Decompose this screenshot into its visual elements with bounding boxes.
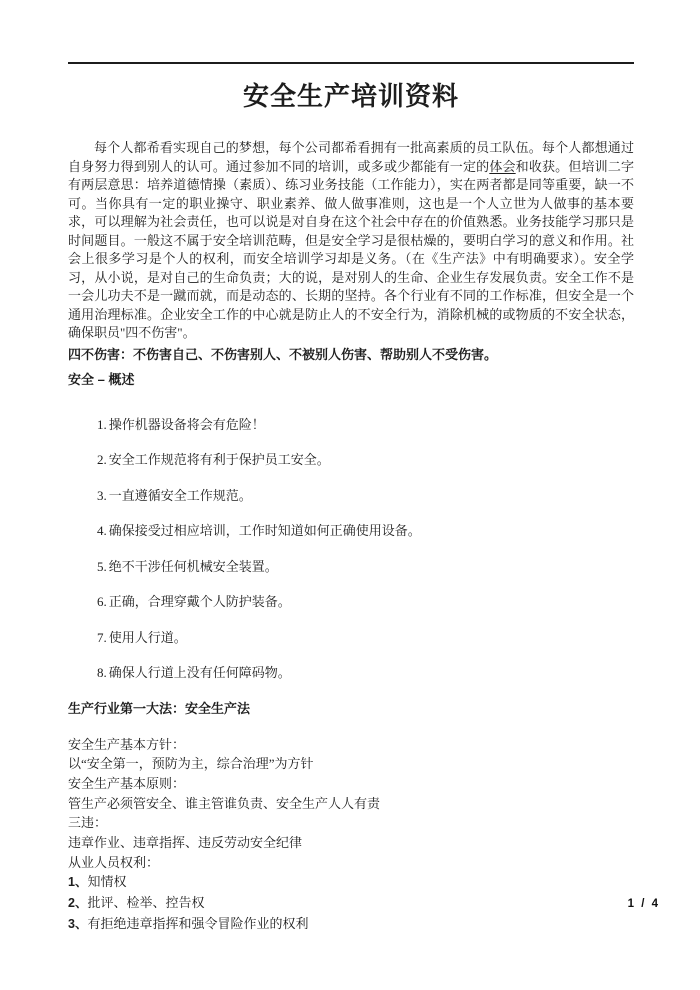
list-item-number: 5.: [97, 558, 107, 574]
list-item: [68, 487, 634, 506]
rights-item-text: 批评、检举、控告权: [87, 895, 205, 911]
law-line: 管生产必须管安全、谁主管谁负责、安全生产人人有责: [68, 795, 381, 811]
intro-underlined-word: 体会: [489, 158, 516, 174]
intro-text-part1: 每个人都希看实现自己的梦想，每个公司都希看拥有一批高素质的员工队伍。每个人都想通过自身努力得到别人的认可。通过参加不同的培训，或多或少都能有一定的: [68, 140, 634, 174]
law-line: 以“安全第一，预防为主，综合治理”为方针: [68, 756, 314, 772]
list-item-number: 1.: [97, 416, 107, 432]
list-item-number: 3.: [97, 487, 107, 503]
list-item: [68, 416, 634, 435]
law-line: 安全生产基本方针：: [68, 736, 186, 752]
intro-text-part2: 和收获。但培训二字有两层意思：培养道德情操（素质）、练习业务技能（工作能力），实在两者都是同等重要，缺一不可。当你具有一定的职业操守、职业素养、做人做事准则，这也是一个人立世为人做事的基本要求，可以理解为社会责任，也可以说是对自身在这个社会中存在的价值熟悉。业务技能学习那只是时间题目。一般这不属于安全培训范畴，但是安全学习是很枯燥的，要明白学习的意义和作用。社会上很多学习是个人的权利，而安全培训学习却是义务。（在《生产法》中有明确要求）。安全学习，从小说，是对自己的生命负责；大的说，是对别人的生命、企业生存发展负责。安全工作不是一会儿功夫不是一蹴而就，而是动态的、长期的坚持。各个行业有不同的工作标准，但安全是一个通用治理标准。企业安全工作的中心就是防止人的不安全行为，消除机械的或物质的不安全状态，确保职员"四不伤害"。: [68, 158, 634, 340]
safety-rules-list: [68, 416, 634, 683]
list-item-number: 8.: [97, 665, 107, 680]
law-line: 安全生产基本原则：: [68, 775, 186, 791]
law-heading: 生产行业第一大法：安全生产法: [68, 700, 251, 716]
list-item-text: 确保接受过相应培训，工作时知道如何正确使用设备。: [108, 523, 421, 538]
list-item-number: 4.: [97, 523, 107, 538]
header-rule: [68, 62, 634, 64]
list-item-text: 使用人行道。: [108, 629, 187, 645]
list-item: [68, 522, 634, 541]
list-item-text: 确保人行道上没有任何障码物。: [108, 665, 291, 680]
law-line: 违章作业、违章指挥、违反劳动安全纪律: [68, 835, 303, 851]
list-item: [68, 593, 634, 612]
list-item-text: 安全工作规范将有利于保护员工安全。: [108, 452, 330, 467]
rights-item-number: 3、: [68, 916, 88, 931]
list-item: [68, 664, 634, 683]
law-section: [68, 735, 634, 935]
list-item-number: 6.: [97, 594, 107, 609]
law-line: 从业人员权利：: [68, 854, 160, 870]
list-item-text: 一直遵循安全工作规范。: [108, 487, 252, 503]
list-item: [68, 629, 634, 648]
list-item-text: 正确，合理穿戴个人防护装备。: [108, 594, 291, 609]
four-no-harm-line: 四不伤害：不伤害自己、不伤害别人、不被别人伤害、帮助别人不受伤害。: [68, 346, 498, 362]
rights-item: [68, 914, 634, 935]
list-item-number: 7.: [97, 629, 107, 645]
list-item: [68, 558, 634, 577]
list-item-text: 操作机器设备将会有危险！: [108, 416, 265, 432]
intro-paragraph: [68, 139, 634, 343]
list-item: [68, 451, 634, 470]
page-number: 1 / 4: [627, 898, 660, 910]
rights-item-number: 1、: [68, 875, 88, 890]
rights-item: [68, 872, 634, 893]
list-item-text: 绝不干涉任何机械安全装置。: [108, 558, 278, 574]
overview-heading: 安全 – 概述: [68, 371, 135, 387]
rights-item-text: 知情权: [87, 874, 127, 890]
rights-item-number: 2、: [68, 896, 88, 911]
rights-item-text: 有拒绝违章指挥和强令冒险作业的权利: [87, 915, 309, 931]
rights-item: [68, 893, 634, 914]
law-line: 三违：: [68, 815, 108, 831]
list-item-number: 2.: [97, 452, 107, 467]
page-title: 安全生产培训资料: [242, 82, 459, 111]
